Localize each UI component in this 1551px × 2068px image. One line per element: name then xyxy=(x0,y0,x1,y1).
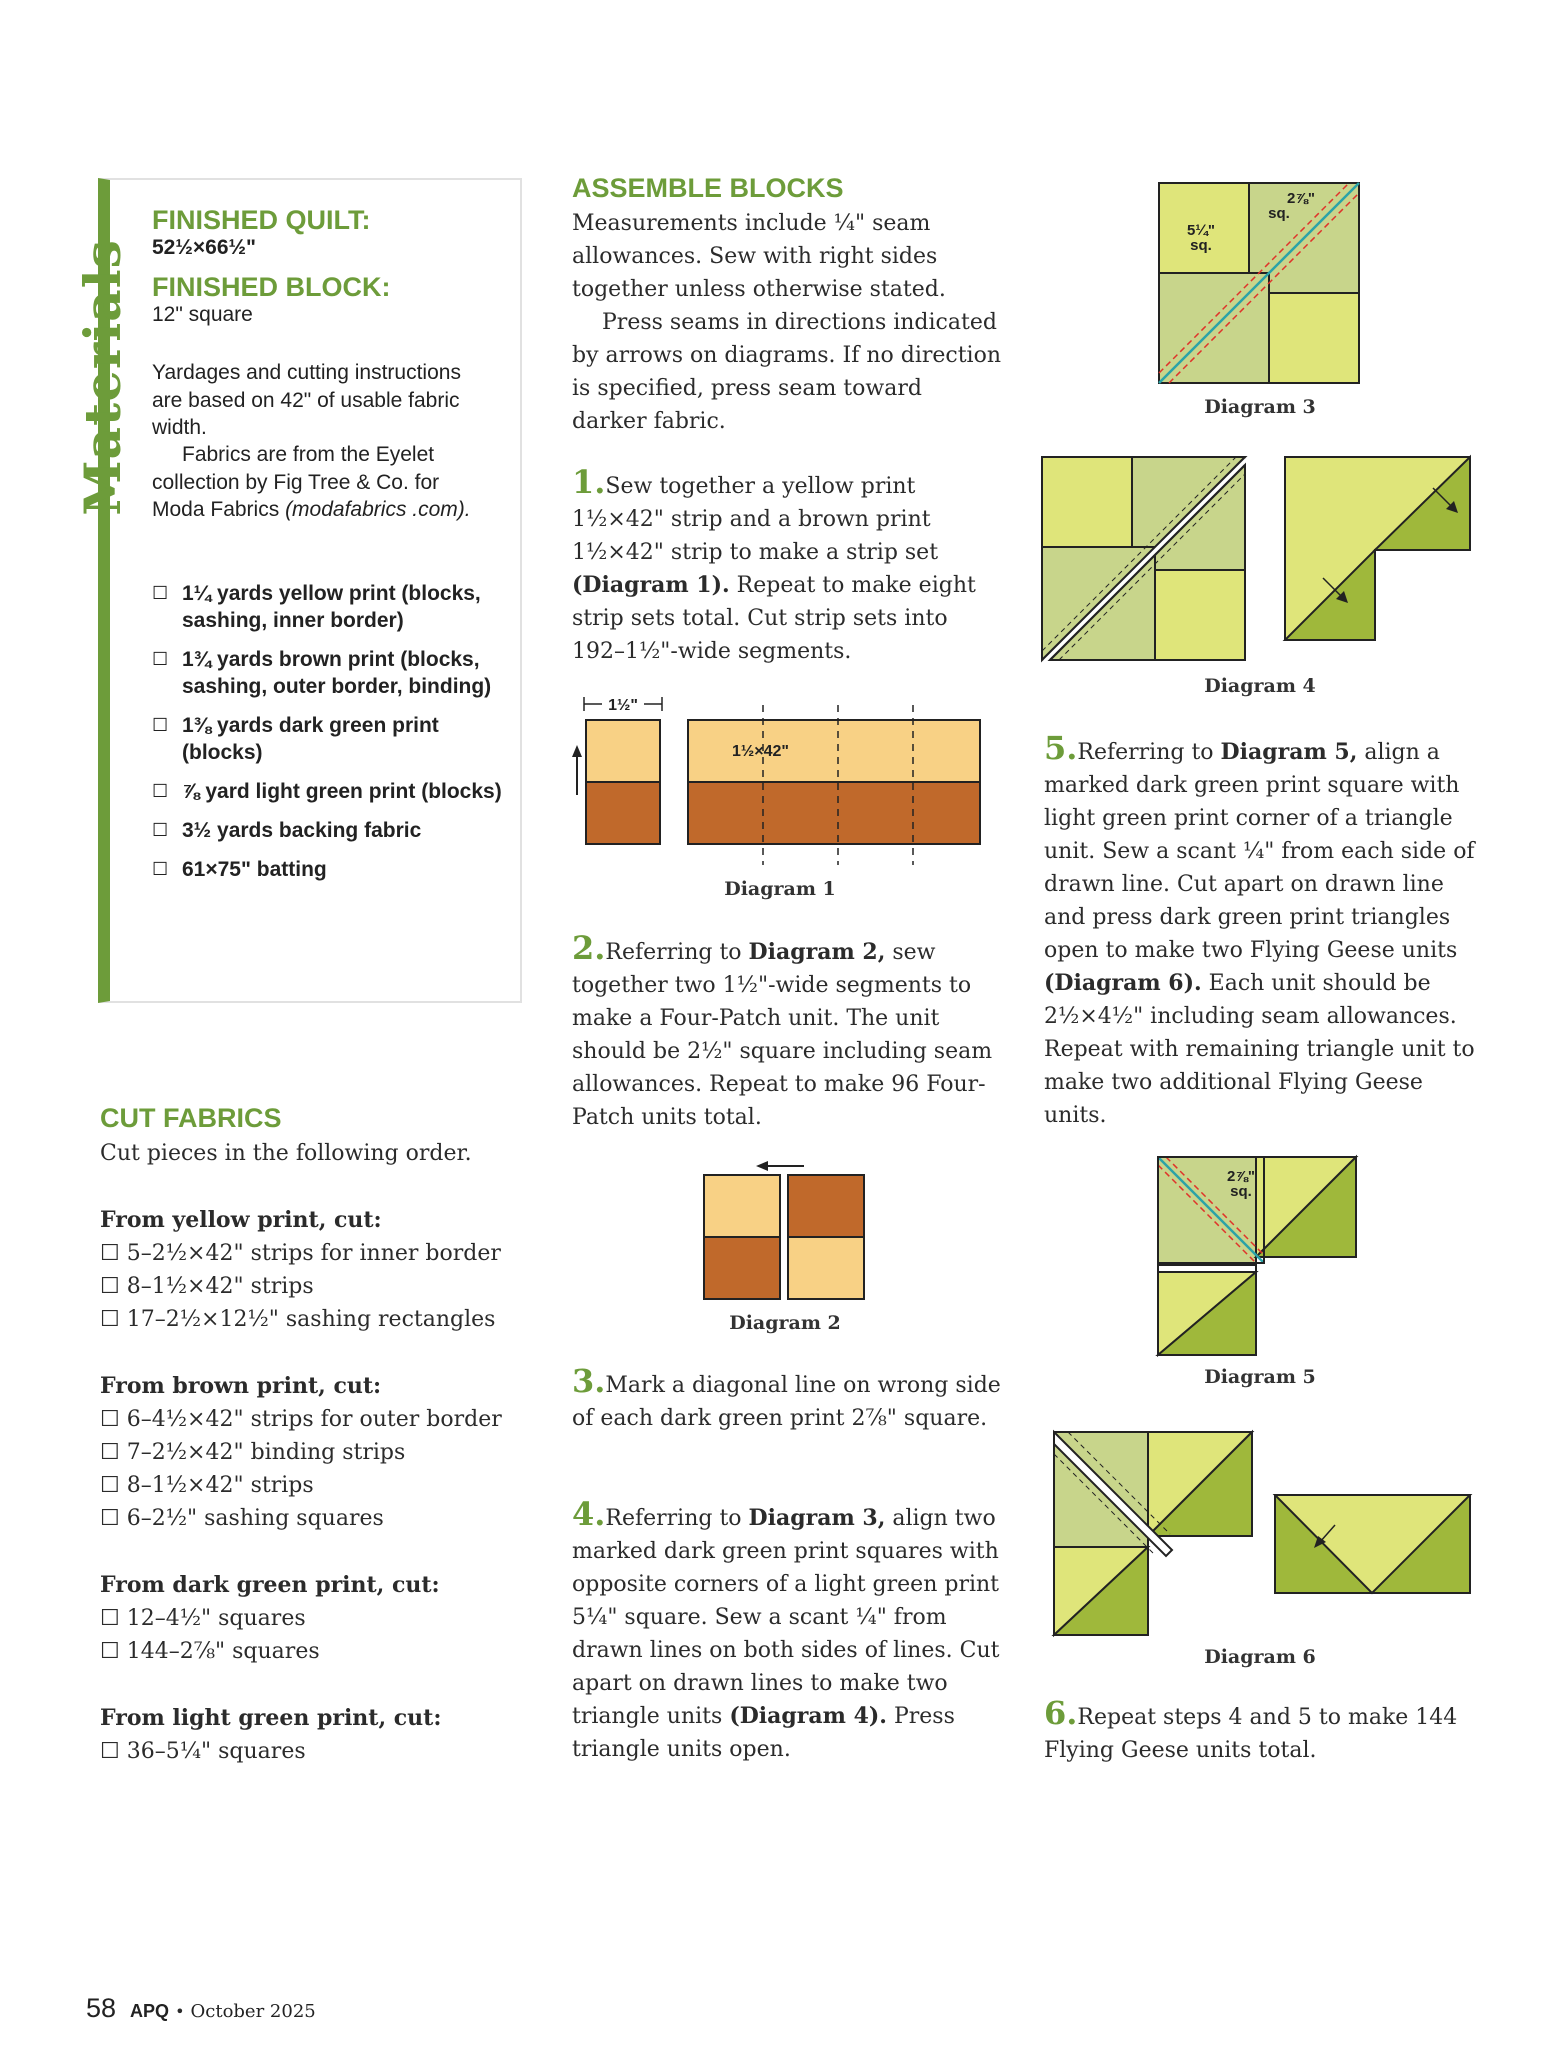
materials-item: ☐ 1¾ yards brown print (blocks, sashing, outer border, binding) xyxy=(152,648,492,698)
step-4: 4.Referring to Diagram 3, align two marked dark green print squares with opposite corners of a light green print 5¼" square. Sew a scant ¼" from drawn lines on both sides of lines. Cut apart on drawn lines to make two triangle units (Diagram 4). Press triangle units open. xyxy=(572,1495,1000,1762)
materials-vertical-title: Materials xyxy=(72,238,132,516)
step-3: 3.Mark a diagonal line on wrong side of each dark green print 2⅞" square. xyxy=(572,1362,1001,1431)
cut-line: ☐ 144–2⅞" squares xyxy=(100,1639,320,1664)
step-number: 6. xyxy=(1044,1694,1078,1732)
diagram-3 xyxy=(1156,180,1362,386)
diagram-4 xyxy=(1040,455,1470,665)
cut-fabrics-intro: Cut pieces in the following order. xyxy=(100,1141,472,1166)
diagram-6-caption: Diagram 6 xyxy=(1204,1646,1316,1668)
materials-item: ☐ 1¼ yards yellow print (blocks, sashing, inner border) xyxy=(152,582,481,632)
checkbox-icon: ☐ xyxy=(152,715,169,735)
cut-line: ☐ 6–4½×42" strips for outer border xyxy=(100,1407,502,1432)
materials-item: ☐ 3½ yards backing fabric xyxy=(152,819,422,842)
diagram-2-caption: Diagram 2 xyxy=(729,1312,841,1334)
cut-group-title: From brown print, cut: xyxy=(100,1373,382,1399)
step-number: 3. xyxy=(572,1362,606,1400)
diagram-1-dim-small: 1½" xyxy=(608,697,638,714)
step-5: 5.Referring to Diagram 5, align a marked dark green print square with light green print corner of a triangle unit. Sew a scant ¼" from each side of drawn line. Cut apart on drawn line and press dark green print triangles open to make two Flying Geese units (Diagram 6). Each unit should be 2½×4½" including seam allowances. Repeat with remaining triangle unit to make two additional Flying Geese units. xyxy=(1044,729,1475,1128)
diagram-1 xyxy=(570,695,990,870)
diagram-1-dim-strip: 1½×42" xyxy=(732,743,789,760)
step-number: 5. xyxy=(1044,729,1078,767)
cut-group-title: From yellow print, cut: xyxy=(100,1207,382,1233)
step-number: 1. xyxy=(572,463,606,501)
cut-line: ☐ 6–2½" sashing squares xyxy=(100,1506,384,1531)
finished-quilt-value: 52½×66½" xyxy=(152,236,256,259)
page-number: 58 xyxy=(86,1993,117,2023)
cut-line: ☐ 8–1½×42" strips xyxy=(100,1473,314,1498)
diagram-5 xyxy=(1156,1155,1361,1355)
modafabrics-link: (modafabrics .com). xyxy=(285,498,471,521)
diagram-5-label-a2: sq. xyxy=(1230,1183,1252,1200)
checkbox-icon: ☐ xyxy=(152,859,169,879)
materials-intro-1: Yardages and cutting instructions are based on 42" of usable fabric width. xyxy=(152,361,461,439)
diagram-5-caption: Diagram 5 xyxy=(1204,1366,1316,1388)
cut-line: ☐ 36–5¼" squares xyxy=(100,1739,306,1764)
diagram-3-label-a2: sq. xyxy=(1268,205,1290,222)
materials-item: ☐ 61×75" batting xyxy=(152,858,327,881)
issue-date: October 2025 xyxy=(190,2001,316,2022)
diagram-3-caption: Diagram 3 xyxy=(1204,396,1316,418)
cut-group-title: From light green print, cut: xyxy=(100,1705,442,1731)
step-number: 4. xyxy=(572,1495,606,1533)
step-number: 2. xyxy=(572,929,606,967)
diagram-4-caption: Diagram 4 xyxy=(1204,675,1316,697)
diagram-1-caption: Diagram 1 xyxy=(724,878,836,900)
cut-line: ☐ 17–2½×12½" sashing rectangles xyxy=(100,1307,496,1332)
diagram-5-label-a: 2⅞" xyxy=(1227,1168,1255,1185)
diagram-2 xyxy=(700,1160,870,1300)
step-6: 6.Repeat steps 4 and 5 to make 144 Flying Geese units total. xyxy=(1044,1694,1458,1763)
checkbox-icon: ☐ xyxy=(152,820,169,840)
finished-block-value: 12" square xyxy=(152,303,253,326)
finished-quilt-label: FINISHED QUILT: xyxy=(152,205,371,235)
cut-fabrics-heading: CUT FABRICS xyxy=(100,1103,282,1133)
materials-item: ☐ 1⅜ yards dark green print (blocks) xyxy=(152,714,439,764)
assemble-heading: ASSEMBLE BLOCKS xyxy=(572,173,844,203)
cut-group-title: From dark green print, cut: xyxy=(100,1572,440,1598)
magazine-name: APQ xyxy=(130,2001,170,2021)
materials-list xyxy=(152,580,512,883)
footer-separator: • xyxy=(175,2002,185,2021)
checkbox-icon: ☐ xyxy=(152,781,169,801)
step-1: 1.Sew together a yellow print 1½×42" strip and a brown print 1½×42" strip to make a strip set (Diagram 1). Repeat to make eight strip sets total. Cut strip sets into 192–1½"-wide segments. xyxy=(572,463,976,664)
page-footer xyxy=(86,1993,316,2024)
diagram-3-label-b: 5¼" xyxy=(1187,222,1215,239)
materials-item: ☐ ⅞ yard light green print (blocks) xyxy=(152,780,502,803)
diagram-3-label-b2: sq. xyxy=(1190,237,1212,254)
cut-line: ☐ 5–2½×42" strips for inner border xyxy=(100,1241,501,1266)
assemble-intro-1: Measurements include ¼" seam allowances. Sew with right sides together unless otherwise stated. xyxy=(572,211,946,302)
materials-intro-2: Fabrics are from the Eyelet collection by Fig Tree & Co. for Moda Fabrics (modafabrics .com). xyxy=(152,443,471,521)
finished-block-label: FINISHED BLOCK: xyxy=(152,272,391,302)
checkbox-icon: ☐ xyxy=(152,649,169,669)
assemble-intro-2: Press seams in directions indicated by arrows on diagrams. If no direction is specified, press seam toward darker fabric. xyxy=(572,310,1002,434)
cut-line: ☐ 7–2½×42" binding strips xyxy=(100,1440,406,1465)
diagram-6 xyxy=(1050,1430,1475,1640)
diagram-3-label-a: 2⅞" xyxy=(1287,190,1315,207)
cut-line: ☐ 12–4½" squares xyxy=(100,1606,306,1631)
step-2: 2.Referring to Diagram 2, sew together two 1½"-wide segments to make a Four-Patch unit. The unit should be 2½" square including seam allowances. Repeat to make 96 Four-Patch units total. xyxy=(572,929,993,1130)
cut-line: ☐ 8–1½×42" strips xyxy=(100,1274,314,1299)
checkbox-icon: ☐ xyxy=(152,583,169,603)
